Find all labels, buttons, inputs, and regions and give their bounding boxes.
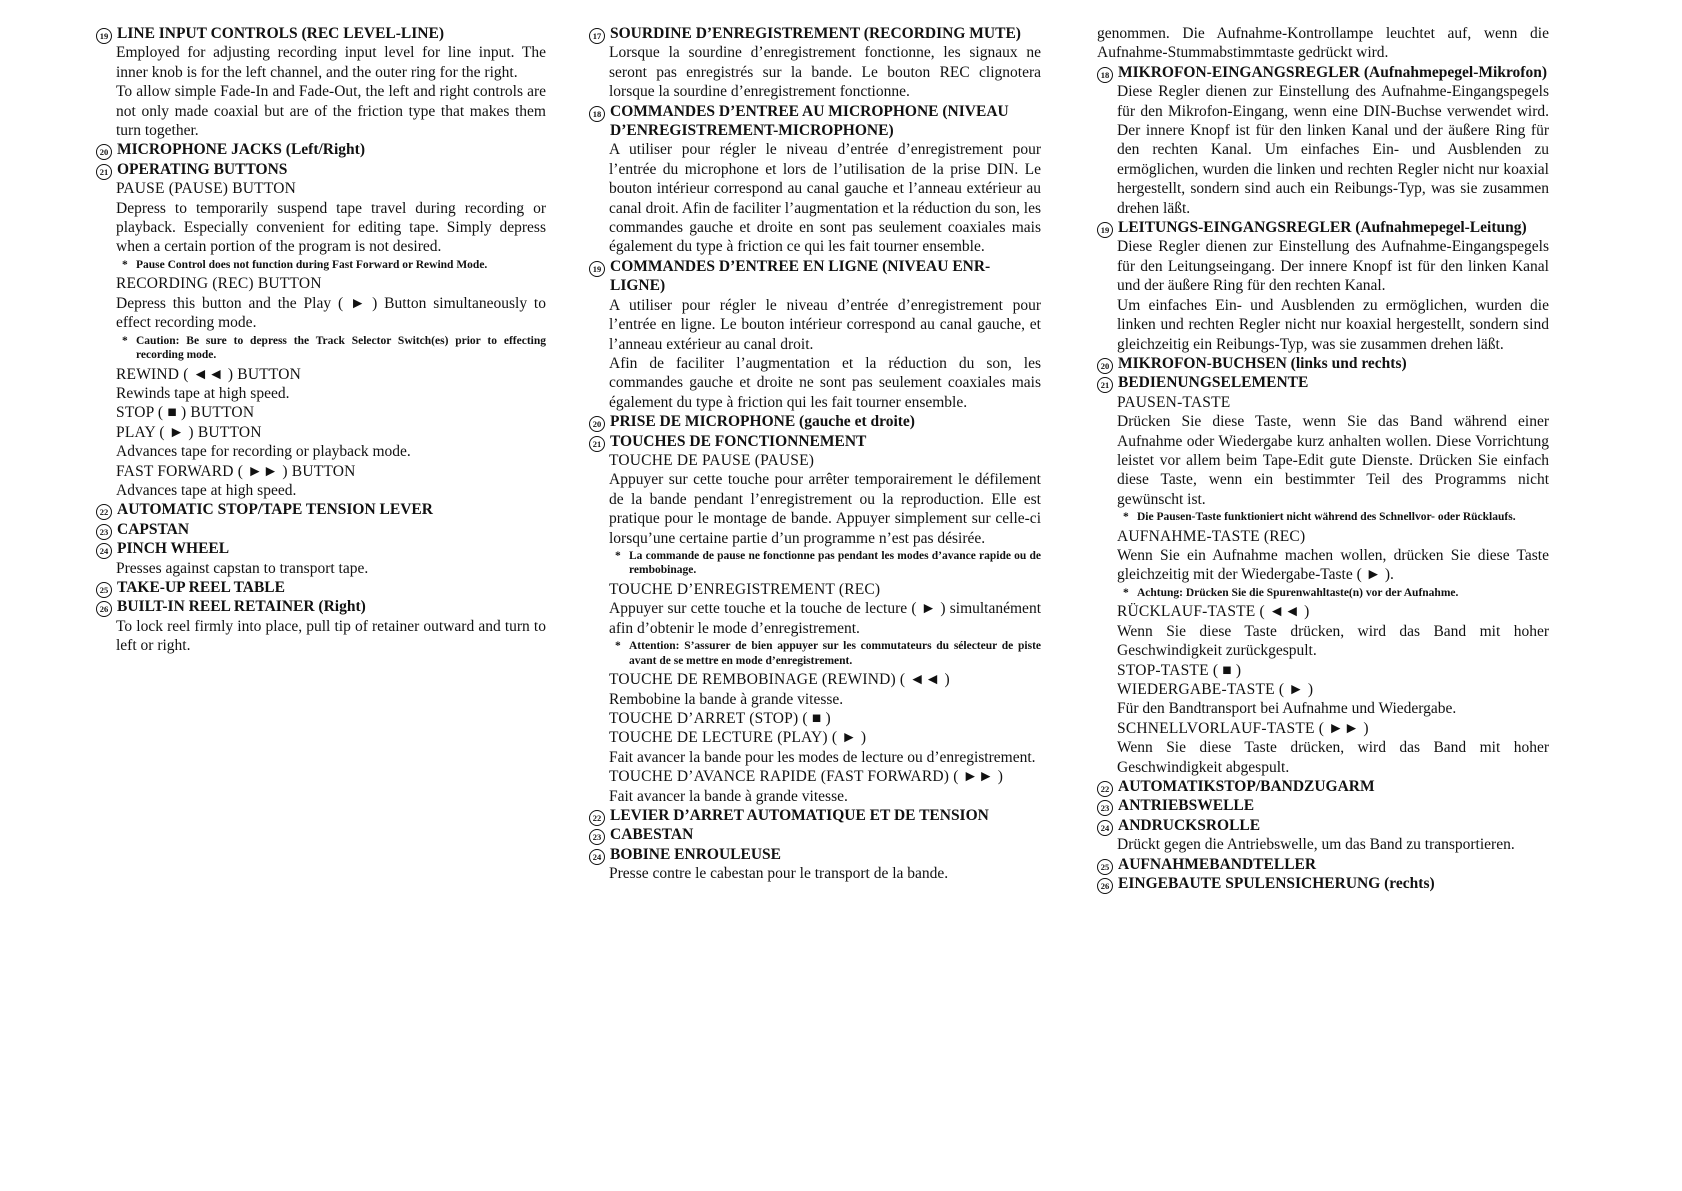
paragraph: Diese Regler dienen zur Einstellung des Aufnahme-Eingangspegels für den Mikrofon-Eingang, wenn eine DIN-Buchse verwendet wird. Der innere Knopf ist für den linken Kanal und der äußere Ring für den rechten Kanal. Um einfaches Ein- und Ausblenden zu ermöglichen, wurden die linken und rechten Regler nicht nur koaxial hergestellt, sondern sind auch ein Reibungs-Typ, was sie zusammen drehen läßt. xyxy=(1117,83,1549,217)
asterisk-icon: * xyxy=(122,334,128,347)
paragraph: Drückt gegen die Antriebswelle, um das Band zu transportieren. xyxy=(1117,836,1515,854)
item-number-badge: 24 xyxy=(96,543,112,559)
button-subheading: TOUCHE D’ARRET (STOP) ( ■ ) xyxy=(609,710,831,727)
item-number-badge: 17 xyxy=(589,28,605,44)
footnote-text: Caution: Be sure to depress the Track Selector Switch(es) prior to effecting recording mode. xyxy=(136,334,546,362)
item-number-badge: 23 xyxy=(1097,800,1113,816)
item-number-badge: 20 xyxy=(1097,358,1113,374)
item-number-badge: 26 xyxy=(96,601,112,617)
section-heading-text: MICROPHONE JACKS (Left/Right) xyxy=(117,141,365,159)
item-number-badge: 22 xyxy=(589,810,605,826)
paragraph: Rembobine la bande à grande vitesse. xyxy=(609,690,844,708)
section-heading xyxy=(589,412,1041,431)
section-heading-text: TAKE-UP REEL TABLE xyxy=(117,579,285,597)
paragraph: Wenn Sie diese Taste drücken, wird das Band mit hoher Geschwindigkeit zurückgespult. xyxy=(1117,622,1549,660)
section-heading-text: COMMANDES D’ENTREE AU MICROPHONE (NIVEAU D’ENREGISTREMENT-MICROPHONE) xyxy=(610,102,1009,140)
footnote-text: La commande de pause ne fonctionne pas pendant les modes d’avance rapide ou de rembobinage. xyxy=(629,549,1041,577)
section-heading-text: ANTRIEBSWELLE xyxy=(1118,797,1255,815)
button-subheading: REWIND ( ◄◄ ) BUTTON xyxy=(116,365,302,383)
item-number-badge: 18 xyxy=(589,106,605,122)
section-heading-text: PRISE DE MICROPHONE (gauche et droite) xyxy=(610,413,915,431)
section-heading-text: OPERATING BUTTONS xyxy=(117,160,288,178)
paragraph: Wenn Sie ein Aufnahme machen wollen, drücken Sie diese Taste gleichzeitig mit der Wiedergabe-Taste ( ► ). xyxy=(1117,547,1549,584)
asterisk-icon: * xyxy=(122,258,128,271)
paragraph: A utiliser pour régler le niveau d’entrée d’enregistrement pour l’entrée en ligne. Le bouton intérieur correspond au canal gauche, et l’anneau extérieur au canal droit. xyxy=(609,296,1041,353)
paragraph: Rewinds tape at high speed. xyxy=(116,385,290,402)
section-heading-text: AUTOMATIKSTOP/BANDZUGARM xyxy=(1118,778,1375,796)
section-heading xyxy=(1097,777,1549,796)
button-subheading: TOUCHE DE PAUSE (PAUSE) xyxy=(609,451,815,469)
paragraph: Für den Bandtransport bei Aufnahme und Wiedergabe. xyxy=(1117,700,1457,718)
paragraph: Drücken Sie diese Taste, wenn Sie das Band während einer Aufnahme oder Wiedergabe kurz anhalten wollen. Diese Vorrichtung leistet vor allem beim Tape-Edit gute Dienste. Drücken Sie einfach diese Taste, wenn ein bestimmter Teil des Programms nicht gewünscht ist. xyxy=(1117,413,1549,508)
section-heading xyxy=(1097,816,1549,835)
button-subheading: TOUCHE D’ENREGISTREMENT (REC) xyxy=(609,580,881,598)
paragraph: Appuyer sur cette touche pour arrêter temporairement le défilement de la bande pendant l’enregistrement ou la reproduction. Elle est pratique pour le montage de bande. Appuyer simplement sur celle-ci lorsqu’une certaine partie d’un programme n’est pas désirée. xyxy=(609,471,1041,547)
section-heading xyxy=(96,160,546,179)
paragraph: Fait avancer la bande à grande vitesse. xyxy=(609,787,848,805)
section-heading xyxy=(1097,874,1549,893)
button-subheading: SCHNELLVORLAUF-TASTE ( ►► ) xyxy=(1117,719,1369,737)
section-heading xyxy=(1097,373,1549,392)
button-subheading: WIEDERGABE-TASTE ( ► ) xyxy=(1117,681,1314,698)
section-heading xyxy=(589,257,1041,296)
paragraph: Diese Regler dienen zur Einstellung des Aufnahme-Eingangspegels für den Leitungseingang. Der innere Knopf ist für den linken Kanal und der äußere Ring für den rechten Kanal. xyxy=(1117,238,1549,295)
section-heading-text: BOBINE ENROULEUSE xyxy=(610,845,781,863)
button-subheading: PAUSE (PAUSE) BUTTON xyxy=(116,180,296,198)
item-number-badge: 19 xyxy=(96,28,112,44)
item-number-badge: 25 xyxy=(1097,859,1113,875)
section-heading-text: COMMANDES D’ENTREE EN LIGNE (NIVEAU ENR-LIGNE) xyxy=(610,257,991,295)
button-subheading: AUFNAHME-TASTE (REC) xyxy=(1117,527,1306,545)
paragraph: Depress to temporarily suspend tape travel during recording or playback. Especially convenient for editing tape. Simply depress when a certain portion of the program is not desired. xyxy=(116,199,546,256)
paragraph: Employed for adjusting recording input level for line input. The inner knob is for the left channel, and the outer ring for the right. xyxy=(116,44,546,81)
paragraph: Presse contre le cabestan pour le transport de la bande. xyxy=(609,865,949,883)
section-heading-text: MIKROFON-BUCHSEN (links und rechts) xyxy=(1118,354,1407,372)
button-subheading: RECORDING (REC) BUTTON xyxy=(116,275,322,293)
footnote xyxy=(615,549,1041,578)
section-heading-text: BUILT-IN REEL RETAINER (Right) xyxy=(117,598,366,616)
section-heading-text: LEITUNGS-EINGANGSREGLER (Aufnahmepegel-Leitung) xyxy=(1118,219,1527,237)
section-heading-text: MIKROFON-EINGANGSREGLER (Aufnahmepegel-Mikrofon) xyxy=(1118,63,1547,81)
section-heading-text: CABESTAN xyxy=(610,826,694,844)
footnote-text: Die Pausen-Taste funktioniert nicht während des Schnellvor- oder Rücklaufs. xyxy=(1137,511,1516,524)
section-heading xyxy=(1097,354,1549,373)
paragraph: Advances tape at high speed. xyxy=(116,482,297,500)
section-heading xyxy=(96,539,546,558)
section-heading-text: EINGEBAUTE SPULENSICHERUNG (rechts) xyxy=(1118,875,1435,893)
paragraph: Depress this button and the Play ( ► ) Button simultaneously to effect recording mode. xyxy=(116,294,546,332)
section-heading-text: AUFNAHMEBANDTELLER xyxy=(1118,855,1317,873)
section-heading xyxy=(589,24,1041,43)
footnote xyxy=(615,639,1041,668)
asterisk-icon: * xyxy=(1123,511,1129,524)
footnote xyxy=(1123,510,1549,525)
button-subheading: STOP ( ■ ) BUTTON xyxy=(116,404,255,422)
section-heading xyxy=(589,825,1041,844)
button-subheading: FAST FORWARD ( ►► ) BUTTON xyxy=(116,462,356,480)
section-heading-text: LINE INPUT CONTROLS (REC LEVEL-LINE) xyxy=(117,25,444,42)
section-heading xyxy=(96,578,546,597)
section-heading-text: PINCH WHEEL xyxy=(117,540,230,558)
section-heading xyxy=(96,24,546,43)
section-heading-text: AUTOMATIC STOP/TAPE TENSION LEVER xyxy=(117,501,433,519)
paragraph: Fait avancer la bande pour les modes de lecture ou d’enregistrement. xyxy=(609,748,1036,766)
item-number-badge: 19 xyxy=(1097,222,1113,238)
section-heading xyxy=(589,806,1041,825)
item-number-badge: 25 xyxy=(96,582,112,598)
button-subheading: RÜCKLAUF-TASTE ( ◄◄ ) xyxy=(1117,603,1310,621)
button-subheading: PAUSEN-TASTE xyxy=(1117,393,1231,411)
item-number-badge: 24 xyxy=(1097,820,1113,836)
paragraph: Advances tape for recording or playback mode. xyxy=(116,443,411,461)
footnote-text: Pause Control does not function during Fast Forward or Rewind Mode. xyxy=(136,258,488,271)
section-heading-text: LEVIER D’ARRET AUTOMATIQUE ET DE TENSION xyxy=(610,807,989,825)
button-subheading: TOUCHE D’AVANCE RAPIDE (FAST FORWARD) ( ►► ) xyxy=(609,768,1004,786)
button-subheading: PLAY ( ► ) BUTTON xyxy=(116,423,262,441)
button-subheading: STOP-TASTE ( ■ ) xyxy=(1117,661,1242,679)
section-heading-text: BEDIENUNGSELEMENTE xyxy=(1118,374,1309,392)
paragraph: Lorsque la sourdine d’enregistrement fonctionne, les signaux ne seront pas enregistrés sur la bande. Le bouton REC clignotera lorsque la sourdine d’enregistrement fonctionne. xyxy=(609,44,1041,101)
footnote xyxy=(1123,586,1549,601)
footnote xyxy=(122,334,546,363)
item-number-badge: 21 xyxy=(1097,377,1113,393)
section-heading xyxy=(96,140,546,159)
section-heading-text: ANDRUCKSROLLE xyxy=(1118,816,1261,834)
footnote-text: Attention: S’assurer de bien appuyer sur les commutateurs du sélecteur de piste avant de se mettre en mode d’enregistrement. xyxy=(629,640,1041,667)
section-heading xyxy=(1097,63,1549,82)
item-number-badge: 23 xyxy=(589,829,605,845)
section-heading-text: TOUCHES DE FONCTIONNEMENT xyxy=(610,432,867,450)
section-heading xyxy=(589,432,1041,451)
section-heading xyxy=(96,500,546,519)
paragraph: Appuyer sur cette touche et la touche de lecture ( ► ) simultanément afin d’obtenir le mode d’enregistrement. xyxy=(609,600,1041,637)
section-heading xyxy=(1097,796,1549,815)
section-heading xyxy=(96,520,546,539)
item-number-badge: 19 xyxy=(589,261,605,277)
item-number-badge: 20 xyxy=(96,144,112,160)
paragraph: To lock reel firmly into place, pull tip of retainer outward and turn to left or right. xyxy=(116,617,546,655)
item-number-badge: 22 xyxy=(1097,781,1113,797)
paragraph: Wenn Sie diese Taste drücken, wird das Band mit hoher Geschwindigkeit abgespult. xyxy=(1117,739,1549,776)
button-subheading: TOUCHE DE REMBOBINAGE (REWIND) ( ◄◄ ) xyxy=(609,671,950,689)
asterisk-icon: * xyxy=(615,549,621,562)
paragraph: Presses against capstan to transport tape. xyxy=(116,559,369,577)
paragraph: To allow simple Fade-In and Fade-Out, the left and right controls are not only made coaxial but are of the friction type that makes them turn together. xyxy=(116,83,546,140)
button-subheading: TOUCHE DE LECTURE (PLAY) ( ► ) xyxy=(609,729,867,747)
item-number-badge: 21 xyxy=(96,164,112,180)
paragraph: A utiliser pour régler le niveau d’entrée d’enregistrement pour l’entrée du microphone et lors de l’utilisation de la prise DIN. Le bouton intérieur correspond au canal gauche et l’anneau extérieur au canal droit. Afin de faciliter l’augmentation et la réduction du son, les commandes gauche et droite en sont pas seulement coaxiales mais également du type à friction ce qui les fait tourner ensemble. xyxy=(609,141,1041,256)
section-heading xyxy=(1097,218,1549,237)
column-english xyxy=(96,24,546,656)
column-german xyxy=(1097,24,1549,893)
footnote xyxy=(122,258,546,273)
section-heading xyxy=(1097,855,1549,874)
footnote-text: Achtung: Drücken Sie die Spurenwahltaste(n) vor der Aufnahme. xyxy=(1137,586,1459,599)
item-number-badge: 23 xyxy=(96,524,112,540)
paragraph: Afin de faciliter l’augmentation et la réduction du son, les commandes gauche et droite ne sont pas seulement coaxiales mais également du type à friction qui les fait tourner ensemble. xyxy=(609,354,1041,411)
item-number-badge: 26 xyxy=(1097,878,1113,894)
section-heading-text: SOURDINE D’ENREGISTREMENT (RECORDING MUTE) xyxy=(610,25,1021,42)
asterisk-icon: * xyxy=(1123,586,1129,599)
section-heading xyxy=(96,597,546,616)
section-heading xyxy=(589,102,1041,141)
paragraph: Um einfaches Ein- und Ausblenden zu ermöglichen, wurden die linken und rechten Regler nicht nur koaxial hergestellt, sondern sind gleichzeitig ein Reibungs-Typ, was sie zusammen drehen läßt. xyxy=(1117,296,1549,353)
continued-paragraph: genommen. Die Aufnahme-Kontrollampe leuchtet auf, wenn die Aufnahme-Stummabstimmtaste gedrückt wird. xyxy=(1097,25,1549,62)
section-heading xyxy=(589,845,1041,864)
item-number-badge: 20 xyxy=(589,416,605,432)
item-number-badge: 21 xyxy=(589,436,605,452)
section-heading-text: CAPSTAN xyxy=(117,520,190,538)
item-number-badge: 22 xyxy=(96,504,112,520)
item-number-badge: 18 xyxy=(1097,67,1113,83)
item-number-badge: 24 xyxy=(589,849,605,865)
asterisk-icon: * xyxy=(615,640,621,653)
column-french xyxy=(589,24,1041,884)
